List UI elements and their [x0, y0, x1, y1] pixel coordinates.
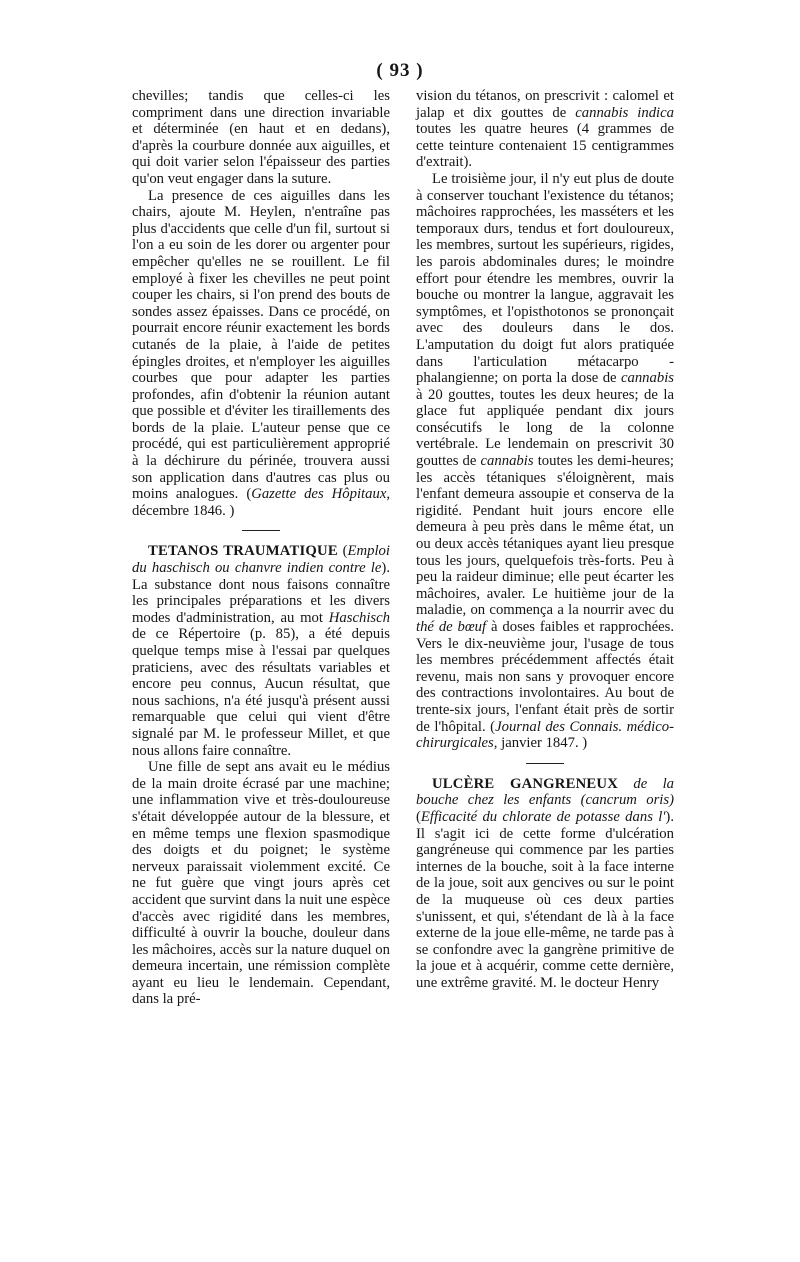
tetanos-haschisch: Haschisch — [328, 609, 390, 626]
cannabis-indica: cannabis indica — [575, 104, 675, 121]
third-day-text-b: à 20 gouttes, toutes les deux heures; de la glace fut appliquée pendant dix jours consécutifs le long de la colonne vertébrale. Le lendemain on prescrivit 30 gouttes de — [416, 386, 674, 470]
prescription-text-a: vision du tétanos, on prescrivit : calomel et jalap et dix gouttes de — [416, 88, 674, 121]
paragraph-case-history: Une fille de sept ans avait eu le médius de la main droite écrasé par une machine; une inflammation vive et très-douloureuse s'était développée autour de la blessure, et en même temps une flexion spasmodique des doigts et du poignet; le système nerveux paraissait violemment excité. Ce ne fut guère que vingt jours après cet accident que survint dans la nuit une espèce d'accès avec rigidité dans les membres, difficulté à ouvrir la bouche, douleur dans les mâchoires, accès sur la nature duquel on demeura incertain, une rémission complète ayant eu lieu le lendemain. Cependant, dans la pré- — [132, 759, 390, 1008]
left-column — [132, 88, 390, 1008]
tetanos-text-1: ). La substance dont nous faisons connaître les principales préparations et les divers modes d'administration, au mot — [132, 560, 390, 626]
ulcere-text: ). Il s'agit ici de cette forme d'ulcération gangréneuse qui commence par les parties internes de la bouche, soit à la face interne de la joue, soit aux gencives ou sur le point de la muqueuse où ces deux parties s'unissent, et qui, s'étendant de là à la face externe de la joue elle-même, ne tarde pas à se confondre avec la gangrène primitive de la joue et à acquérir, comme cette dernière, une extrême gravité. M. le docteur Henry — [416, 808, 674, 991]
tetanos-text-2: de ce Répertoire (p. 85), a été depuis quelque temps mise à l'essai par quelques praticiens, avec des résultats variables et encore peu connus, Aucun résultat, que nous sachions, n'a été jusqu'à présent aussi remarquable que celui qui vient d'être signalé par M. le professeur Millet, et que nous allons faire connaître. — [132, 626, 390, 759]
article-tetanos — [132, 543, 390, 759]
prescription-text-b: toutes les quatre heures (4 grammes de cette teinture contenaient 15 centigrammes d'extrait). — [416, 121, 674, 171]
article-heading-tetanos: TETANOS TRAUMATIQUE — [148, 543, 338, 560]
cannabis-term-2: cannabis — [480, 453, 534, 470]
cannabis-term-1: cannabis — [620, 370, 674, 387]
paragraph-third-day — [416, 171, 674, 752]
source-journal: Journal des Connais. médico-chirurgicales — [416, 718, 674, 752]
article-heading-ulcere: ULCÈRE GANGRENEUX — [432, 775, 619, 792]
ulcere-paren-open: ( — [416, 808, 421, 825]
tetanos-paren-open: ( — [337, 543, 348, 560]
the-de-boeuf: thé de bœuf — [416, 619, 487, 635]
ulcere-subtitle: de la bouche chez les enfants (cancrum oris) — [416, 775, 674, 809]
ulcere-subtitle-2: Efficacité du chlorate de potasse dans l' — [420, 808, 666, 825]
tetanos-subtitle: Emploi du haschisch ou chanvre indien contre le — [132, 543, 390, 577]
source-journal-date: , janvier 1847. ) — [493, 735, 588, 752]
page-number: ( 93 ) — [376, 60, 424, 81]
paragraph-suture-end: chevilles; tandis que celles-ci les compriment dans une direction invariable et déterminée (en haut et en dedans), d'après la courbure donnée aux aiguilles, et qui doit varier selon l'épaisseur des parties qu'on veut engager dans la suture. — [132, 88, 390, 187]
right-column — [416, 88, 674, 991]
third-day-text-c: toutes les demi-heures; les accès tétaniques s'éloignèrent, mais l'enfant demeura assoupie et conserva de la rigidité. Pendant huit jours encore elle demeura à peu près dans le même état, un ou deux accès tétaniques ayant lieu presque tous les jours, quelquefois très-forts. Peu à peu la raideur diminue; elle peut écarter les mâchoires, avaler. Le huitième jour de la maladie, on commença a la nourrir avec du — [416, 453, 675, 619]
paragraph-prescription — [416, 88, 674, 171]
source-gazette: Gazette des Hôpitaux — [251, 486, 387, 503]
section-divider — [242, 530, 280, 531]
source-gazette-date: , décembre 1846. ) — [132, 486, 391, 519]
paragraph-heylen-text: La presence de ces aiguilles dans les chairs, ajoute M. Heylen, n'entraîne pas plus d'accidents que celle d'un fil, surtout si l'on a eu soin de les dorer ou argenter pour empêcher qu'elles ne se rouillent. Le fil employé à fixer les chevilles ne peut point couper les chairs, si l'on prend des bouts de sondes assez épaisses. Dans ce procédé, on pourrait encore réunir exactement les bords cutanés de la plaie, à l'aide de petites épingles droites, et n'employer les aiguilles courbes que pour adapter les parties profondes, afin d'obtenir la réunion autant que possible et d'éviter les tiraillements des bords de la plaie. L'auteur pense que ce procédé, qui est particulièrement approprié à la déchirure du périnée, trouvera aussi son application dans d'autres cas plus ou moins analogues. ( — [132, 187, 390, 503]
article-ulcere — [416, 776, 674, 992]
third-day-text-a: Le troisième jour, il n'y eut plus de doute à conserver touchant l'existence du tétanos; mâchoires rapprochées, les masséters et les temporaux durs, tendus et fort douloureux, les membres, surtout les supérieurs, rigides, les parois abdominales dures; le moindre effort pour étendre les membres, ouvrir la bouche ou montrer la langue, aggravait les symptômes, et l'opisthotonos se prononçait avec des douleurs dans le dos. L'amputation du doigt fut alors pratiquée dans l'articulation métacarpo - phalangienne; on porta la dose de — [416, 170, 674, 387]
section-divider — [526, 763, 564, 764]
third-day-text-d: à doses faibles et rapprochées. Vers le dix-neuvième jour, l'usage de tous les membres précédemment affectés était revenu, mais non sans y provoquer encore des contractions involontaires. Au bout de trente-six jours, l'enfant était près de sortir de l'hôpital. ( — [416, 619, 675, 735]
paragraph-heylen — [132, 188, 390, 520]
